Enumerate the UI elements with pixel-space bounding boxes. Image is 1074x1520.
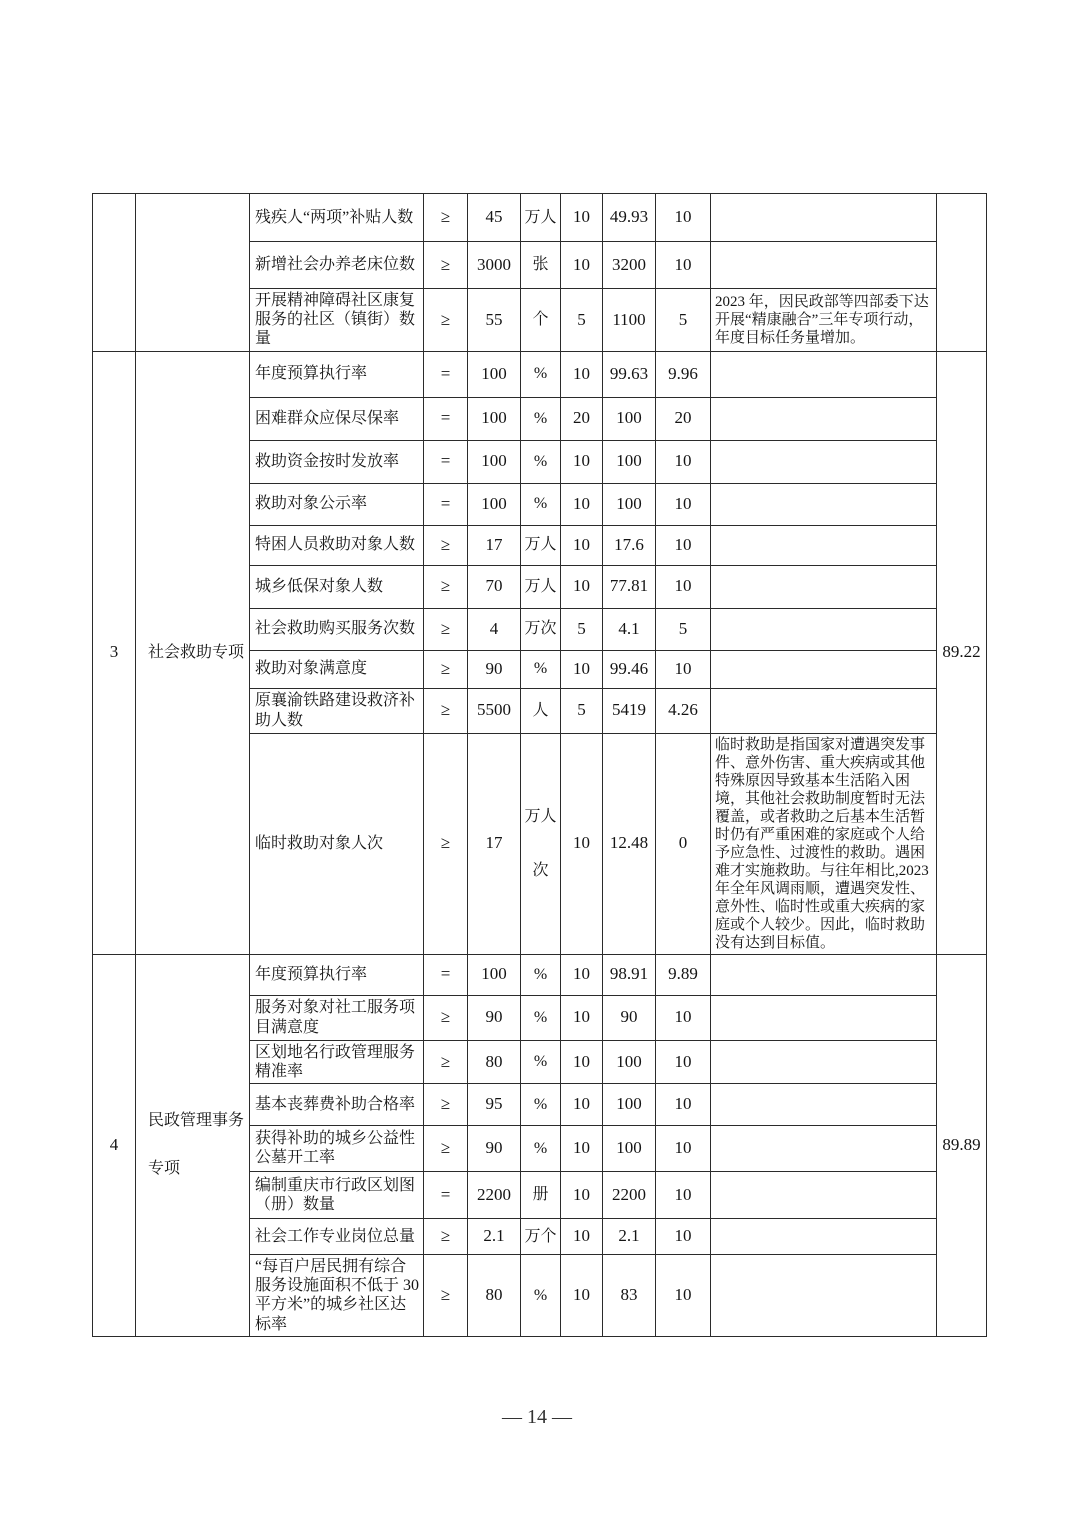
weight-cell: 10	[561, 1125, 603, 1171]
score-cell: 10	[656, 483, 711, 525]
target-value-cell: 80	[468, 1254, 521, 1336]
actual-value-cell: 3200	[603, 242, 656, 289]
indicator-name-cell: 救助资金按时发放率	[250, 440, 424, 483]
comparison-operator-cell: ≥	[424, 650, 468, 688]
actual-value-cell: 1100	[603, 289, 656, 352]
target-value-cell: 95	[468, 1083, 521, 1125]
score-cell: 0	[656, 733, 711, 954]
indicator-name-cell: 新增社会办养老床位数	[250, 242, 424, 289]
comparison-operator-cell: ≥	[424, 565, 468, 608]
comparison-operator-cell: ≥	[424, 1254, 468, 1336]
weight-cell: 10	[561, 733, 603, 954]
indicator-name-cell: 困难群众应保尽保率	[250, 397, 424, 440]
unit-cell: %	[521, 650, 561, 688]
indicator-name-cell: 年度预算执行率	[250, 954, 424, 995]
indicator-name-cell: 残疾人“两项”补贴人数	[250, 194, 424, 242]
unit-cell: 万人次	[521, 733, 561, 954]
target-value-cell: 100	[468, 440, 521, 483]
section-category-cell: 社会救助专项	[136, 351, 250, 954]
note-cell	[711, 650, 937, 688]
indicator-name-cell: 社会工作专业岗位总量	[250, 1218, 424, 1254]
weight-cell: 10	[561, 650, 603, 688]
table-row	[93, 351, 987, 397]
indicator-name-cell: 获得补助的城乡公益性公墓开工率	[250, 1125, 424, 1171]
indicator-name-cell: 临时救助对象人次	[250, 733, 424, 954]
weight-cell: 10	[561, 1171, 603, 1218]
actual-value-cell: 98.91	[603, 954, 656, 995]
target-value-cell: 2200	[468, 1171, 521, 1218]
weight-cell: 10	[561, 194, 603, 242]
target-value-cell: 100	[468, 397, 521, 440]
comparison-operator-cell: ≥	[424, 733, 468, 954]
target-value-cell: 90	[468, 995, 521, 1040]
indicator-name-cell: 特困人员救助对象人数	[250, 525, 424, 565]
note-cell	[711, 397, 937, 440]
score-cell: 10	[656, 1083, 711, 1125]
weight-cell: 10	[561, 483, 603, 525]
actual-value-cell: 2.1	[603, 1218, 656, 1254]
weight-cell: 10	[561, 995, 603, 1040]
weight-cell: 20	[561, 397, 603, 440]
weight-cell: 10	[561, 565, 603, 608]
note-cell	[711, 954, 937, 995]
score-cell: 10	[656, 194, 711, 242]
target-value-cell: 100	[468, 954, 521, 995]
score-cell: 10	[656, 525, 711, 565]
note-cell	[711, 1125, 937, 1171]
section-category-cell: 民政管理事务专项	[136, 954, 250, 1336]
section-total-score-cell: 89.89	[937, 954, 987, 1336]
note-cell	[711, 440, 937, 483]
section-number-cell: 3	[93, 351, 136, 954]
target-value-cell: 100	[468, 483, 521, 525]
actual-value-cell: 100	[603, 1083, 656, 1125]
unit-cell: 万人	[521, 525, 561, 565]
comparison-operator-cell: =	[424, 351, 468, 397]
unit-cell: 万个	[521, 1218, 561, 1254]
comparison-operator-cell: =	[424, 397, 468, 440]
weight-cell: 10	[561, 1040, 603, 1083]
note-cell	[711, 483, 937, 525]
comparison-operator-cell: ≥	[424, 1083, 468, 1125]
actual-value-cell: 5419	[603, 688, 656, 733]
comparison-operator-cell: ≥	[424, 289, 468, 352]
note-cell	[711, 1171, 937, 1218]
section-number-cell	[93, 194, 136, 352]
comparison-operator-cell: =	[424, 440, 468, 483]
note-cell	[711, 242, 937, 289]
actual-value-cell: 100	[603, 1040, 656, 1083]
unit-cell: 个	[521, 289, 561, 352]
note-cell	[711, 351, 937, 397]
unit-cell: 万人	[521, 194, 561, 242]
actual-value-cell: 49.93	[603, 194, 656, 242]
target-value-cell: 100	[468, 351, 521, 397]
score-cell: 10	[656, 1125, 711, 1171]
score-cell: 10	[656, 995, 711, 1040]
target-value-cell: 2.1	[468, 1218, 521, 1254]
section-total-score-cell	[937, 194, 987, 352]
unit-cell: %	[521, 1040, 561, 1083]
unit-cell: %	[521, 483, 561, 525]
weight-cell: 5	[561, 688, 603, 733]
unit-cell: %	[521, 351, 561, 397]
score-cell: 20	[656, 397, 711, 440]
performance-indicator-table	[92, 193, 987, 1337]
note-cell	[711, 1083, 937, 1125]
note-cell	[711, 525, 937, 565]
score-cell: 10	[656, 440, 711, 483]
comparison-operator-cell: ≥	[424, 608, 468, 650]
page-number: — 14 —	[502, 1406, 572, 1428]
target-value-cell: 17	[468, 525, 521, 565]
unit-cell: %	[521, 397, 561, 440]
actual-value-cell: 100	[603, 397, 656, 440]
unit-cell: %	[521, 1125, 561, 1171]
actual-value-cell: 100	[603, 1125, 656, 1171]
note-cell: 2023 年，因民政部等四部委下达开展“精康融合”三年专项行动，年度目标任务量增加。	[711, 289, 937, 352]
indicator-name-cell: 基本丧葬费补助合格率	[250, 1083, 424, 1125]
section-number-cell: 4	[93, 954, 136, 1336]
score-cell: 10	[656, 1218, 711, 1254]
indicator-name-cell: 救助对象满意度	[250, 650, 424, 688]
score-cell: 10	[656, 565, 711, 608]
target-value-cell: 55	[468, 289, 521, 352]
indicator-name-cell: 年度预算执行率	[250, 351, 424, 397]
unit-cell: 人	[521, 688, 561, 733]
unit-cell: 万人	[521, 565, 561, 608]
comparison-operator-cell: ≥	[424, 995, 468, 1040]
unit-cell: 册	[521, 1171, 561, 1218]
weight-cell: 10	[561, 525, 603, 565]
actual-value-cell: 12.48	[603, 733, 656, 954]
score-cell: 4.26	[656, 688, 711, 733]
weight-cell: 5	[561, 608, 603, 650]
indicator-name-cell: 开展精神障碍社区康复服务的社区（镇街）数量	[250, 289, 424, 352]
weight-cell: 10	[561, 351, 603, 397]
score-cell: 10	[656, 650, 711, 688]
unit-cell: %	[521, 440, 561, 483]
indicator-name-cell: 服务对象对社工服务项目满意度	[250, 995, 424, 1040]
section-category-cell	[136, 194, 250, 352]
comparison-operator-cell: ≥	[424, 1218, 468, 1254]
indicator-name-cell: 城乡低保对象人数	[250, 565, 424, 608]
indicator-name-cell: 救助对象公示率	[250, 483, 424, 525]
actual-value-cell: 77.81	[603, 565, 656, 608]
unit-cell: 张	[521, 242, 561, 289]
unit-cell: %	[521, 995, 561, 1040]
indicator-name-cell: 原襄渝铁路建设救济补助人数	[250, 688, 424, 733]
table-body	[93, 194, 987, 1337]
comparison-operator-cell: ≥	[424, 1040, 468, 1083]
score-cell: 9.96	[656, 351, 711, 397]
note-cell	[711, 608, 937, 650]
comparison-operator-cell: =	[424, 483, 468, 525]
score-cell: 10	[656, 1254, 711, 1336]
note-cell: 临时救助是指国家对遭遇突发事件、意外伤害、重大疾病或其他特殊原因导致基本生活陷入困境，其他社会救助制度暂时无法覆盖，或者救助之后基本生活暂时仍有严重困难的家庭或个人给予应急性、过渡性的救助。遇困难才实施救助。与往年相比,2023年全年风调雨顺，遭遇突发性、意外性、临时性或重大疾病的家庭或个人较少。因此，临时救助没有达到目标值。	[711, 733, 937, 954]
target-value-cell: 45	[468, 194, 521, 242]
weight-cell: 10	[561, 1218, 603, 1254]
table-row	[93, 954, 987, 995]
score-cell: 10	[656, 1171, 711, 1218]
weight-cell: 10	[561, 1254, 603, 1336]
comparison-operator-cell: ≥	[424, 525, 468, 565]
actual-value-cell: 4.1	[603, 608, 656, 650]
target-value-cell: 4	[468, 608, 521, 650]
weight-cell: 10	[561, 440, 603, 483]
note-cell	[711, 1040, 937, 1083]
comparison-operator-cell: =	[424, 954, 468, 995]
unit-cell: %	[521, 1083, 561, 1125]
target-value-cell: 3000	[468, 242, 521, 289]
indicator-name-cell: 编制重庆市行政区划图（册）数量	[250, 1171, 424, 1218]
note-cell	[711, 688, 937, 733]
actual-value-cell: 83	[603, 1254, 656, 1336]
target-value-cell: 90	[468, 1125, 521, 1171]
comparison-operator-cell: ≥	[424, 242, 468, 289]
comparison-operator-cell: ≥	[424, 194, 468, 242]
actual-value-cell: 100	[603, 440, 656, 483]
target-value-cell: 90	[468, 650, 521, 688]
score-cell: 5	[656, 289, 711, 352]
score-cell: 10	[656, 242, 711, 289]
target-value-cell: 5500	[468, 688, 521, 733]
comparison-operator-cell: ≥	[424, 1125, 468, 1171]
target-value-cell: 70	[468, 565, 521, 608]
actual-value-cell: 100	[603, 483, 656, 525]
comparison-operator-cell: ≥	[424, 688, 468, 733]
comparison-operator-cell: =	[424, 1171, 468, 1218]
actual-value-cell: 99.63	[603, 351, 656, 397]
weight-cell: 5	[561, 289, 603, 352]
note-cell	[711, 565, 937, 608]
section-total-score-cell: 89.22	[937, 351, 987, 954]
note-cell	[711, 194, 937, 242]
score-cell: 10	[656, 1040, 711, 1083]
weight-cell: 10	[561, 242, 603, 289]
indicator-name-cell: “每百户居民拥有综合服务设施面积不低于 30 平方米”的城乡社区达标率	[250, 1254, 424, 1336]
note-cell	[711, 1218, 937, 1254]
weight-cell: 10	[561, 1083, 603, 1125]
actual-value-cell: 2200	[603, 1171, 656, 1218]
note-cell	[711, 995, 937, 1040]
target-value-cell: 17	[468, 733, 521, 954]
target-value-cell: 80	[468, 1040, 521, 1083]
indicator-name-cell: 社会救助购买服务次数	[250, 608, 424, 650]
unit-cell: %	[521, 954, 561, 995]
indicator-name-cell: 区划地名行政管理服务精准率	[250, 1040, 424, 1083]
weight-cell: 10	[561, 954, 603, 995]
note-cell	[711, 1254, 937, 1336]
score-cell: 9.89	[656, 954, 711, 995]
unit-cell: %	[521, 1254, 561, 1336]
table-row	[93, 194, 987, 242]
actual-value-cell: 90	[603, 995, 656, 1040]
unit-cell: 万次	[521, 608, 561, 650]
actual-value-cell: 99.46	[603, 650, 656, 688]
score-cell: 5	[656, 608, 711, 650]
actual-value-cell: 17.6	[603, 525, 656, 565]
